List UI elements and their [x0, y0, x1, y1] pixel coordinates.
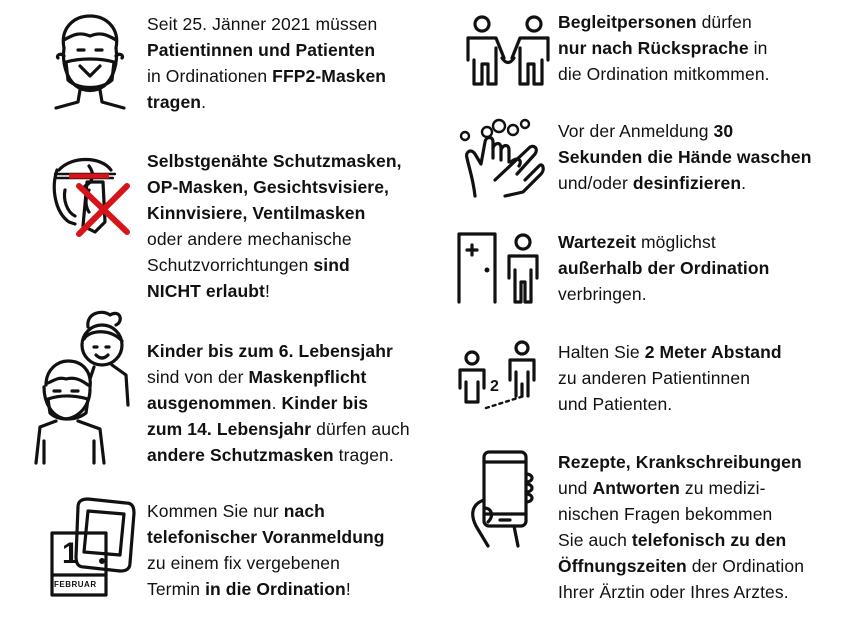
- distance-2m-icon: [452, 338, 544, 418]
- text: !: [264, 281, 270, 301]
- bold-text: Kinder bis: [281, 393, 369, 413]
- bold-text: in die Ordination: [205, 579, 346, 599]
- rule-text: [558, 118, 812, 196]
- text: zu medizi-: [679, 478, 766, 498]
- bold-text: Begleitpersonen: [558, 12, 697, 32]
- text: Halten Sie: [558, 342, 645, 362]
- calendar-day: 1: [62, 537, 79, 570]
- bold-text: ausgenommen: [147, 393, 272, 413]
- bold-text: 2 Meter Abstand: [644, 342, 782, 362]
- text-line: [147, 148, 402, 174]
- text: Sie auch: [558, 530, 632, 550]
- text-line: [147, 550, 385, 576]
- text: tragen.: [333, 445, 394, 465]
- bold-text: nach: [283, 501, 325, 521]
- text-line: [147, 37, 386, 63]
- text-line: [558, 170, 812, 196]
- text: .: [201, 92, 207, 112]
- text: Seit 25. Jänner 2021 müssen: [147, 14, 378, 34]
- text-line: [147, 63, 386, 89]
- bold-text: NICHT erlaubt: [147, 281, 265, 301]
- text: und/oder: [558, 173, 633, 193]
- bold-text: Kinder bis zum 6. Lebensjahr: [147, 341, 393, 361]
- text-line: [147, 364, 410, 390]
- text-line: [147, 200, 402, 226]
- text-line: [558, 9, 770, 35]
- text-line: [147, 576, 385, 602]
- text-line: [558, 61, 770, 87]
- text-line: [147, 11, 386, 37]
- bold-text: 30: [713, 121, 734, 141]
- distance-label: 2: [490, 378, 499, 395]
- text-line: [147, 390, 410, 416]
- bold-text: Rezepte, Krankschreibungen: [558, 452, 802, 472]
- text-line: [147, 524, 385, 550]
- text: .: [741, 173, 747, 193]
- text-line: [558, 255, 769, 281]
- text: Termin: [147, 579, 206, 599]
- bold-text: desinfizieren: [632, 173, 742, 193]
- text-line: [147, 442, 410, 468]
- bold-text: Selbstgenähte Schutzmasken,: [147, 151, 402, 171]
- text-line: [558, 339, 782, 365]
- text-line: [147, 416, 410, 442]
- rule-text: [147, 338, 410, 468]
- text: in: [748, 38, 768, 58]
- bold-text: Wartezeit: [558, 232, 637, 252]
- text: möglichst: [636, 232, 716, 252]
- text: sind von der: [147, 367, 249, 387]
- text-line: [558, 281, 769, 307]
- text: dürfen: [696, 12, 752, 32]
- two-people-holding-hands-icon: [458, 14, 558, 86]
- bold-text: Maskenpflicht: [248, 367, 367, 387]
- text: und: [558, 478, 593, 498]
- rule-text: [558, 339, 782, 417]
- rule-text: [147, 148, 402, 304]
- text-line: [147, 174, 402, 200]
- text: Vor der Anmeldung: [558, 121, 714, 141]
- face-shield-crossed-icon: [45, 152, 135, 242]
- rule-text: [558, 449, 804, 605]
- rule-text: [147, 498, 385, 602]
- text: !: [345, 579, 351, 599]
- bold-text: nur nach Rücksprache: [558, 38, 749, 58]
- children-icon: [30, 305, 140, 465]
- bold-text: Patientinnen und Patienten: [147, 40, 376, 60]
- text-line: [147, 498, 385, 524]
- text-line: [147, 252, 402, 278]
- rule-text: [558, 9, 770, 87]
- rule-text: [558, 229, 769, 307]
- text-line: [558, 449, 804, 475]
- bold-text: zum 14. Lebensjahr: [147, 419, 312, 439]
- text: zu anderen Patientinnen: [558, 368, 751, 388]
- text-line: [147, 338, 410, 364]
- text-line: [558, 365, 782, 391]
- text: und Patienten.: [558, 394, 673, 414]
- bold-text: Öffnungszeiten: [558, 556, 687, 576]
- text-line: [558, 118, 812, 144]
- text-line: [558, 501, 804, 527]
- face-mask-icon: [50, 10, 130, 110]
- bold-text: telefonischer Voranmeldung: [147, 527, 385, 547]
- text-line: [558, 527, 804, 553]
- text-line: [558, 144, 812, 170]
- smartphone-in-hand-icon: [462, 448, 542, 548]
- text: dürfen auch: [311, 419, 410, 439]
- text-line: [147, 89, 386, 115]
- text: der Ordination: [686, 556, 805, 576]
- rule-text: [147, 11, 386, 115]
- bold-text: sind: [313, 255, 350, 275]
- bold-text: außerhalb der Ordination: [558, 258, 770, 278]
- bold-text: OP-Masken, Gesichtsvisiere,: [147, 177, 389, 197]
- text: Kommen Sie nur: [147, 501, 284, 521]
- bold-text: FFP2-Masken: [272, 66, 387, 86]
- text: Schutzvorrichtungen: [147, 255, 314, 275]
- calendar-month: FEBRUAR: [54, 580, 97, 589]
- text-line: [558, 391, 782, 417]
- bold-text: Sekunden die Hände waschen: [558, 147, 812, 167]
- text: oder andere mechanische: [147, 229, 352, 249]
- text: in Ordinationen: [147, 66, 273, 86]
- text-line: [558, 579, 804, 605]
- bold-text: andere Schutzmasken: [147, 445, 334, 465]
- calendar-phone-icon: [48, 493, 138, 599]
- bold-text: telefonisch zu den: [631, 530, 787, 550]
- text-line: [147, 226, 402, 252]
- text-line: [147, 278, 402, 304]
- text: nischen Fragen bekommen: [558, 504, 773, 524]
- text: zu einem fix vergebenen: [147, 553, 340, 573]
- bold-text: tragen: [147, 92, 202, 112]
- bold-text: Antworten: [592, 478, 680, 498]
- text-line: [558, 553, 804, 579]
- text-line: [558, 229, 769, 255]
- person-outside-door-icon: [455, 230, 545, 304]
- text: Ihrer Ärztin oder Ihres Arztes.: [558, 582, 789, 602]
- text-line: [558, 35, 770, 61]
- text: die Ordination mitkommen.: [558, 64, 770, 84]
- text: verbringen.: [558, 284, 647, 304]
- bold-text: Kinnvisiere, Ventilmasken: [147, 203, 366, 223]
- text: .: [271, 393, 282, 413]
- text-line: [558, 475, 804, 501]
- hand-washing-icon: [455, 118, 545, 198]
